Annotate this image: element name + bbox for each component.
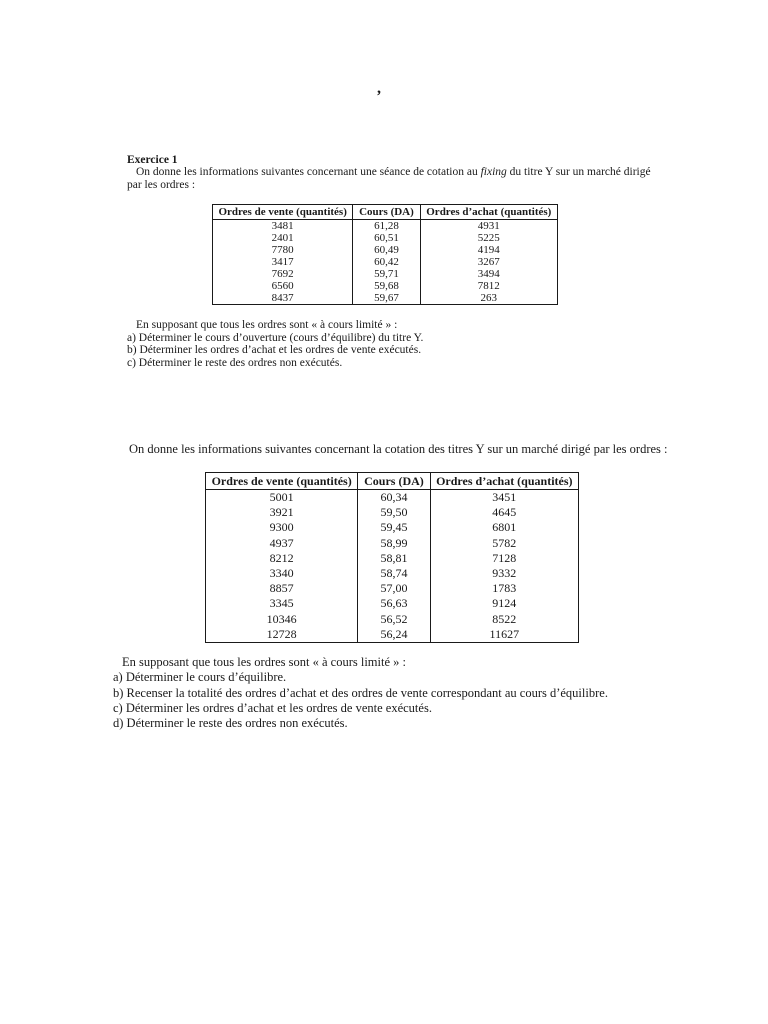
cell-price: 60,42 xyxy=(353,256,420,268)
cell-buy-quantity: 3267 xyxy=(420,256,557,268)
cell-buy-quantity: 263 xyxy=(420,292,557,305)
cell-buy-quantity: 11627 xyxy=(430,627,578,643)
question-c: c) Déterminer les ordres d’achat et les ordres de vente exécutés. xyxy=(113,700,432,715)
cell-buy-quantity: 4194 xyxy=(420,244,557,256)
cell-buy-quantity: 7128 xyxy=(430,551,578,566)
cell-sell-quantity: 2401 xyxy=(213,232,353,244)
cell-sell-quantity: 6560 xyxy=(213,280,353,292)
cell-price: 60,49 xyxy=(353,244,420,256)
question-d: d) Déterminer le reste des ordres non exécutés. xyxy=(113,716,348,731)
cell-buy-quantity: 7812 xyxy=(420,280,557,292)
cell-buy-quantity: 5225 xyxy=(420,232,557,244)
cell-price: 56,24 xyxy=(358,627,430,643)
cell-sell-quantity: 4937 xyxy=(206,536,358,551)
cell-sell-quantity: 3340 xyxy=(206,566,358,581)
cell-price: 58,74 xyxy=(358,566,430,581)
cell-price: 59,68 xyxy=(353,280,420,292)
cell-buy-quantity: 9124 xyxy=(430,596,578,611)
exercise-2-questions xyxy=(113,655,608,731)
cell-sell-quantity: 9300 xyxy=(206,520,358,535)
cell-buy-quantity: 1783 xyxy=(430,581,578,596)
cell-price: 56,63 xyxy=(358,596,430,611)
table-row xyxy=(206,536,579,551)
questions-intro: En supposant que tous les ordres sont « à cours limité » : xyxy=(136,319,398,331)
cell-sell-quantity: 8437 xyxy=(213,292,353,305)
intro-text: par les ordres : xyxy=(127,179,196,191)
table-row xyxy=(206,612,579,627)
cell-price: 59,67 xyxy=(353,292,420,305)
cell-price: 59,45 xyxy=(358,520,430,535)
table-header-row xyxy=(206,473,579,490)
cell-price: 58,99 xyxy=(358,536,430,551)
cell-price: 61,28 xyxy=(353,220,420,233)
table-row xyxy=(213,232,558,244)
cell-sell-quantity: 3481 xyxy=(213,220,353,233)
intro-italic-term: fixing xyxy=(480,166,507,178)
cell-price: 59,71 xyxy=(353,268,420,280)
question-c: c) Déterminer le reste des ordres non exécutés. xyxy=(127,356,343,369)
cell-sell-quantity: 10346 xyxy=(206,612,358,627)
table-row xyxy=(213,268,558,280)
table-row xyxy=(213,292,558,305)
cell-buy-quantity: 8522 xyxy=(430,612,578,627)
table-row xyxy=(213,244,558,256)
exercise-1-intro xyxy=(127,166,652,192)
cell-buy-quantity: 4645 xyxy=(430,505,578,520)
header-buy-orders: Ordres d’achat (quantités) xyxy=(420,205,557,220)
cell-sell-quantity: 3921 xyxy=(206,505,358,520)
exercise-1-order-table xyxy=(212,204,558,305)
question-b: b) Recenser la totalité des ordres d’achat et des ordres de vente correspondant au cours d’équilibre. xyxy=(113,685,608,700)
header-price: Cours (DA) xyxy=(353,205,420,220)
intro-text: On donne les informations suivantes concernant une séance de cotation au xyxy=(136,166,481,178)
cell-sell-quantity: 7692 xyxy=(213,268,353,280)
table-row xyxy=(206,566,579,581)
table-row xyxy=(206,520,579,535)
table-row xyxy=(206,551,579,566)
header-price: Cours (DA) xyxy=(358,473,430,490)
questions-intro: En supposant que tous les ordres sont « à cours limité » : xyxy=(122,655,406,669)
cell-sell-quantity: 8212 xyxy=(206,551,358,566)
table-row xyxy=(206,490,579,506)
header-sell-orders: Ordres de vente (quantités) xyxy=(213,205,353,220)
cell-sell-quantity: 3417 xyxy=(213,256,353,268)
table-row xyxy=(213,280,558,292)
cell-buy-quantity: 4931 xyxy=(420,220,557,233)
cell-buy-quantity: 6801 xyxy=(430,520,578,535)
header-sell-orders: Ordres de vente (quantités) xyxy=(206,473,358,490)
cell-sell-quantity: 3345 xyxy=(206,596,358,611)
table-row xyxy=(213,220,558,233)
exercise-1-questions xyxy=(127,319,423,369)
header-buy-orders: Ordres d’achat (quantités) xyxy=(430,473,578,490)
exercise-1-title: Exercice 1 xyxy=(127,154,178,166)
cell-price: 59,50 xyxy=(358,505,430,520)
cell-price: 58,81 xyxy=(358,551,430,566)
intro-text: du titre Y sur un marché dirigé xyxy=(506,166,651,178)
cell-buy-quantity: 9332 xyxy=(430,566,578,581)
cell-sell-quantity: 8857 xyxy=(206,581,358,596)
table-row xyxy=(206,505,579,520)
table-row xyxy=(213,256,558,268)
question-a: a) Déterminer le cours d’équilibre. xyxy=(113,670,287,685)
table-row xyxy=(206,627,579,643)
cell-sell-quantity: 5001 xyxy=(206,490,358,506)
page-mark: , xyxy=(377,80,381,97)
exercise-2-order-table xyxy=(205,472,579,643)
cell-buy-quantity: 5782 xyxy=(430,536,578,551)
cell-sell-quantity: 12728 xyxy=(206,627,358,643)
exercise-2-intro: On donne les informations suivantes concernant la cotation des titres Y sur un marché dirigé par les ordres : xyxy=(129,442,668,456)
cell-buy-quantity: 3494 xyxy=(420,268,557,280)
cell-buy-quantity: 3451 xyxy=(430,490,578,506)
table-row xyxy=(206,596,579,611)
question-b: b) Déterminer les ordres d’achat et les ordres de vente exécutés. xyxy=(127,344,422,356)
cell-price: 60,34 xyxy=(358,490,430,506)
cell-price: 56,52 xyxy=(358,612,430,627)
cell-price: 60,51 xyxy=(353,232,420,244)
cell-price: 57,00 xyxy=(358,581,430,596)
table-row xyxy=(206,581,579,596)
cell-sell-quantity: 7780 xyxy=(213,244,353,256)
question-a: a) Déterminer le cours d’ouverture (cours d’équilibre) du titre Y. xyxy=(127,331,424,344)
table-header-row xyxy=(213,205,558,220)
